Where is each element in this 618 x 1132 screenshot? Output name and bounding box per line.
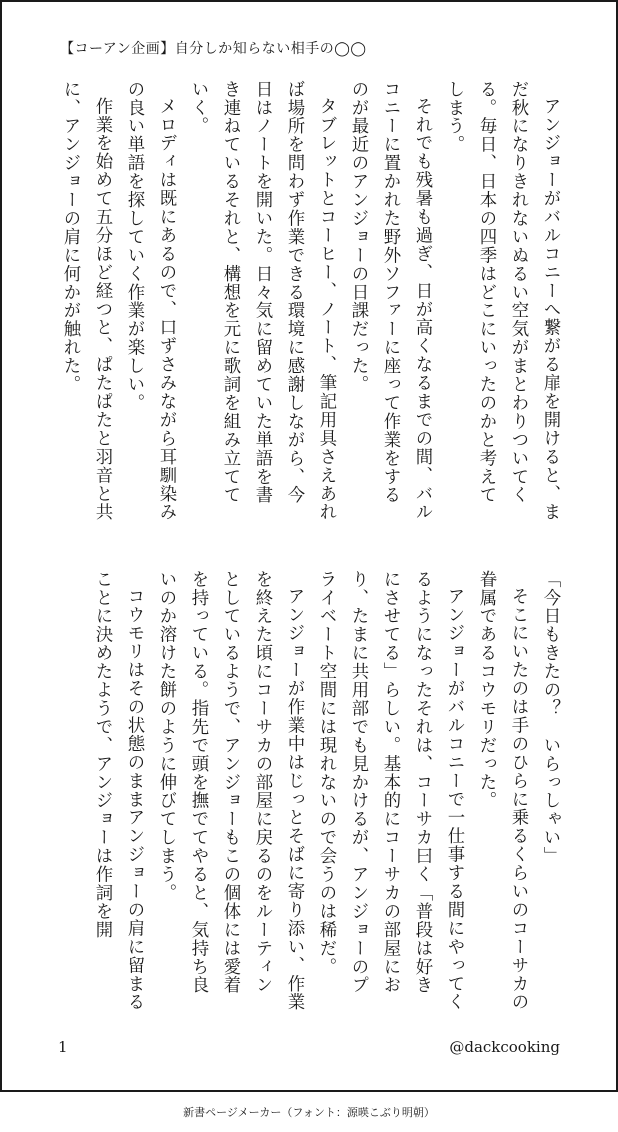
generator-credit: 新書ページメーカー（フォント：源暎こぶり明朝）	[183, 1106, 435, 1119]
paragraph: 作業を始めて五分ほど経つと、ぱたぱたと羽音と共に、アンジョーの肩に何かが触れた。	[60, 80, 112, 522]
paragraph: アンジョーがバルコニーへ繋がる扉を開けると、まだ秋になりきれないぬるい空気がまとわりついてくる。毎日、日本の四季はどこにいったのかと考えてしまう。	[444, 80, 560, 522]
paragraph: アンジョーがバルコニーで一仕事する間にやってくるようになったそれは、コーサカ曰く「普段は好きにさせてる」らしい。基本的にコーサカの部屋におり、たまに共用部でも見かけるが、アンジョーのプライベート空間には現れないので会うのは稀だ。	[316, 570, 464, 1012]
page-title: 【コーアン企画】自分しか知らない相手の◯◯	[60, 41, 367, 57]
paragraph: タブレットとコーヒー、ノート、筆記用具さえあれば場所を問わず作業できる環境に感謝しながら、今日はノートを開いた。日々気に留めていた単語を書き連ねているそれと、構想を元に歌詞を組み立てていく。	[188, 80, 336, 522]
dialog-line: 「今日もきたの？ いらっしゃい」	[540, 570, 560, 866]
page-number: 1	[58, 1038, 68, 1056]
paragraph: アンジョーが作業中はじっとそばに寄り添い、作業を終えた頃にコーサカの部屋に戻るのをルーティンとしているようで、アンジョーもこの個体には愛着を持っている。指先で頭を撫でてやると、気持ち良いのか溶けた餅のように伸びてしまう。	[156, 570, 304, 1012]
paragraph: それでも残暑も過ぎ、日が高くなるまでの間、バルコニーに置かれた野外ソファーに座って作業をするのが最近のアンジョーの日課だった。	[348, 80, 432, 522]
text-block-top	[56, 80, 566, 522]
author-handle: @dackcooking	[449, 1038, 560, 1056]
paragraph: メロディは既にあるので、口ずさみながら耳馴染みの良い単語を探していく作業が楽しい。	[124, 80, 176, 522]
paragraph: コウモリはその状態のままアンジョーの肩に留まることに決めたようで、アンジョーは作詞を開	[92, 570, 144, 1012]
text-block-bottom	[56, 570, 566, 1012]
paragraph: そこにいたのは手のひらに乗るくらいのコーサカの眷属であるコウモリだった。	[476, 570, 528, 1012]
